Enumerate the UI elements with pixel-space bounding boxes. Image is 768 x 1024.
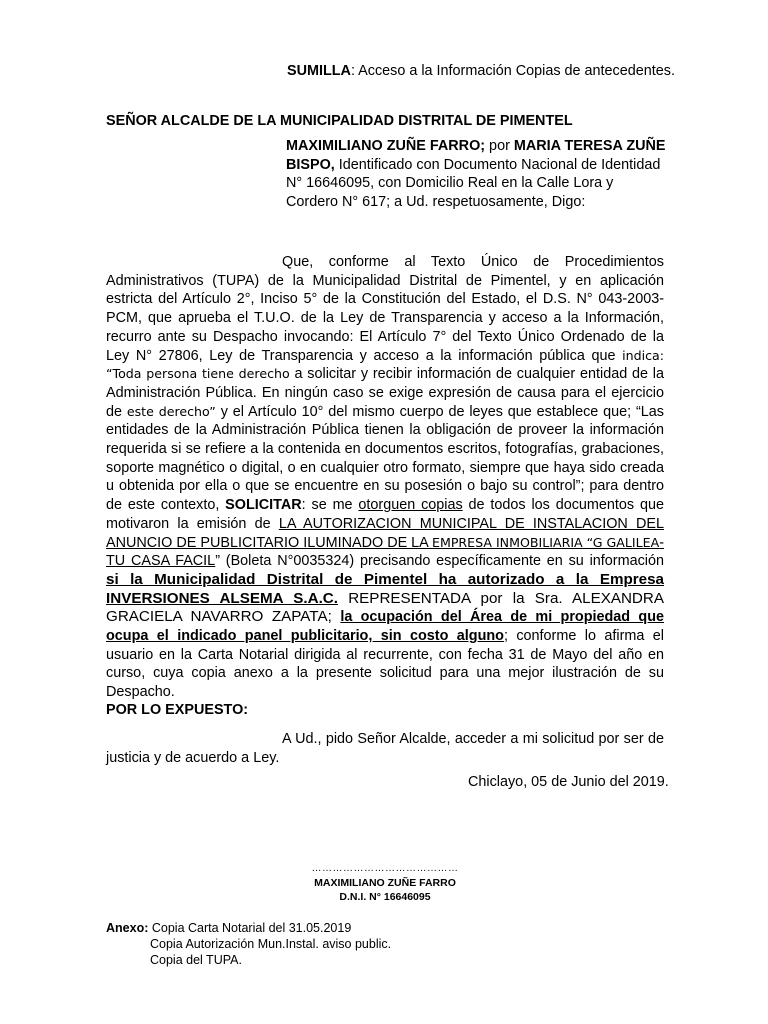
intro-por: por — [485, 138, 514, 154]
signature-dni: D.N.I. N° 16646095 — [339, 891, 431, 903]
signature-block — [287, 876, 483, 904]
body-ocupacion: la ocupación del Área de mi propiedad que ocupa el indicado panel publicitario, sin costo alguno — [106, 609, 664, 645]
body-p6: ” (Boleta N°0035324) precisando específicamente en su información — [215, 553, 664, 570]
sumilla-text: : Acceso a la Información Copias de antecedentes. — [350, 63, 675, 79]
sumilla-line — [287, 62, 675, 81]
body-p3: y el Artículo 10° del mismo cuerpo de leyes que establece que; “Las entidades de la Administración Pública tienen la obligación de proveer la información requerida si se refiere a la contenida en documentos escritos, fotografías, grabaciones, soporte magnético o digital, o en cualquier otro formato, siempre que haya sido creada u obtenida por ella o que se encuentre en su posesión o bajo su control”; para dentro de este contexto, — [106, 403, 664, 514]
body-p2: a solicitar y recibir información de cualquier entidad de la Administración Pública. En ningún caso se exige expresión de causa para el ejercicio de — [106, 366, 664, 420]
body-casa-facil: - TU CASA FACIL — [106, 534, 664, 570]
petitioner-name-2: MARIA TERESA ZUÑE BISPO, — [286, 138, 666, 173]
petitioner-name-1: MAXIMILIANO ZUÑE FARRO; — [286, 138, 486, 154]
sumilla-label: SUMILLA — [287, 63, 351, 79]
request-paragraph — [106, 730, 664, 767]
body-autorizacion: LA AUTORIZACION MUNICIPAL DE INSTALACION DEL ANUNCIO DE PUBLICITARIO ILUMINADO DE LA — [106, 515, 664, 551]
body-p4: : se me — [301, 497, 359, 514]
body-p1: Que, conforme al Texto Único de Procedimientos Administrativos (TUPA) de la Municipalidad Distrital de Pimentel, y en aplicación estricta del Artículo 2°, Inciso 5° de la Constitución del Estado, el D.S. N° 043-2003-PCM, que aprueba el T.U.O. de la Ley de Transparencia y acceso a la Información, recurro ante su Despacho invocando: El Artículo 7° del Texto Único Ordenado de la Ley N° 27806, Ley de Transparencia y acceso a la información pública que — [106, 254, 664, 364]
intro-paragraph — [286, 137, 666, 212]
body-otorguen: otorguen copias — [358, 497, 463, 514]
body-si-la: si la Municipalidad Distrital de Pimentel ha autorizado a la Empresa INVERSIONES ALSEMA S.A.C. — [106, 570, 664, 607]
body-quote-1: indica: “Toda persona tiene derecho — [106, 347, 664, 382]
body-paragraph — [106, 253, 664, 702]
request-text: A Ud., pido Señor Alcalde, acceder a mi solicitud por ser de justicia y de acuerdo a Ley. — [106, 731, 664, 766]
annex-block — [106, 920, 391, 968]
annex-label: Anexo: — [106, 921, 149, 935]
date-line: Chiclayo, 05 de Junio del 2019. — [468, 774, 669, 790]
signature-name: MAXIMILIANO ZUÑE FARRO — [314, 877, 456, 889]
por-lo-expuesto-heading: POR LO EXPUESTO: — [106, 702, 249, 718]
body-p8: ; conforme lo afirma el usuario en la Carta Notarial dirigida al recurrente, con fecha 31 de Mayo del año en curso, cuya copia anexo a la presente solicitud para una mejor ilustración de su Despacho. — [106, 628, 664, 701]
annex-item: Copia Carta Notarial del 31.05.2019 — [151, 921, 352, 935]
body-quote-2: este derecho” — [126, 403, 216, 419]
addressee: SEÑOR ALCALDE DE LA MUNICIPALIDAD DISTRITAL DE PIMENTEL — [106, 113, 573, 129]
annex-item: Copia Autorización Mun.Instal. aviso public. — [150, 937, 392, 951]
intro-rest: Identificado con Documento Nacional de Identidad N° 16646095, con Domicilio Real en la Calle Lora y Cordero N° 617; a Ud. respetuosamente, Digo: — [286, 156, 661, 211]
body-p7: REPRESENTADA por la Sra. ALEXANDRA GRACIELA NAVARRO ZAPATA; — [106, 589, 664, 626]
annex-item: Copia del TUPA. — [150, 953, 242, 967]
signature-line: …………………………………… — [311, 863, 459, 874]
body-p5: de todos los documentos que motivaron la emisión de — [106, 497, 664, 532]
body-solicitar: SOLICITAR — [225, 497, 302, 514]
body-empresa: EMPRESA INMOBILIARIA “G GALILEA — [432, 534, 660, 550]
